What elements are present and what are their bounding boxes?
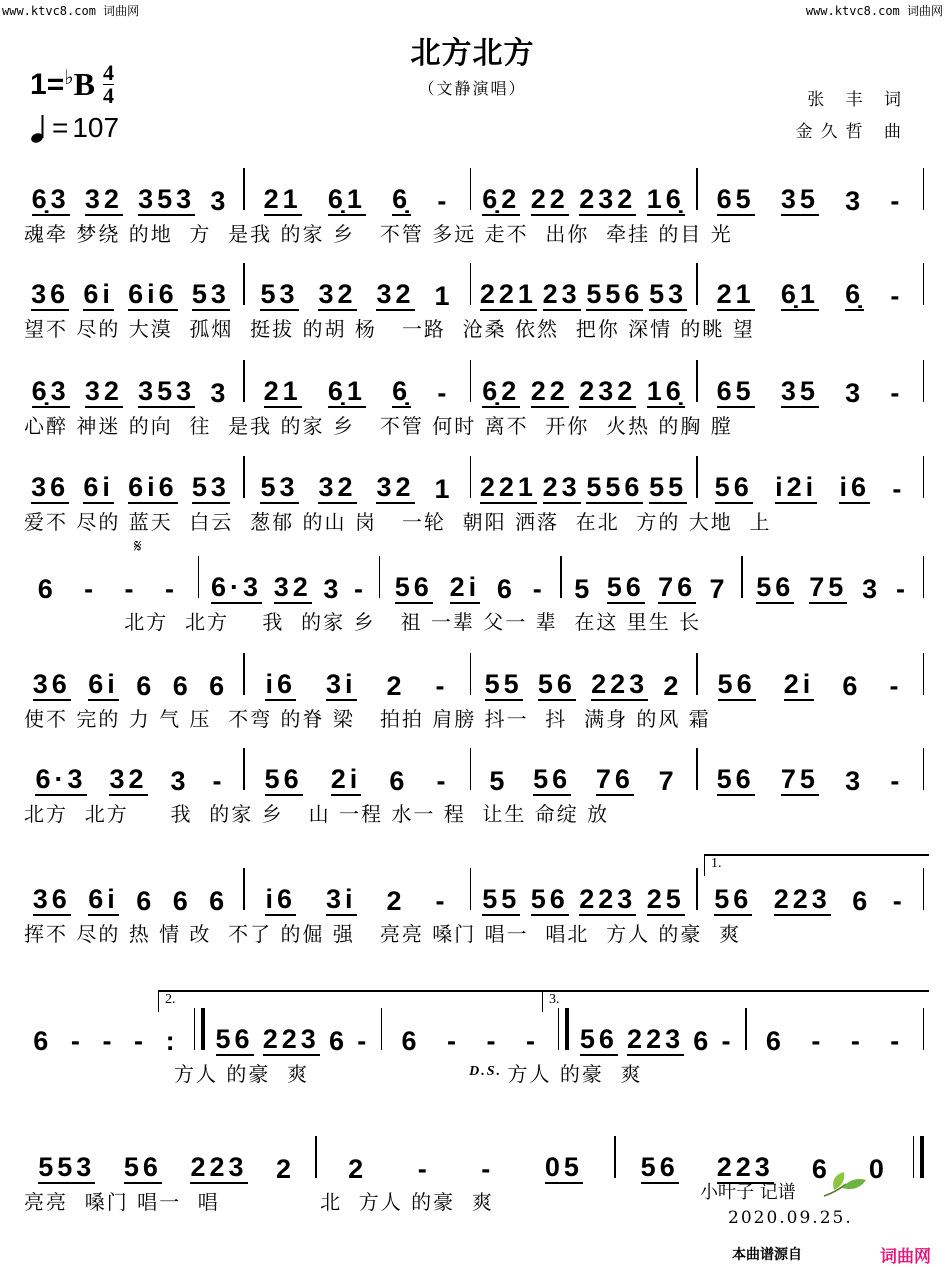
note-group: 7: [658, 766, 678, 796]
dash-extension: -: [124, 574, 138, 604]
dash-extension: -: [435, 886, 449, 916]
note-group: 56: [579, 1024, 618, 1054]
note-group: 3: [210, 186, 230, 216]
note-group: 6̣: [392, 184, 412, 214]
measure: [245, 764, 470, 796]
note-group: 1: [434, 474, 454, 504]
measure: [245, 669, 470, 701]
note-group: 223: [627, 1024, 685, 1054]
notation-row: [18, 448, 924, 536]
note-group: 55: [649, 472, 688, 502]
note-group: 55: [484, 669, 523, 699]
quarter-note-icon: [30, 113, 48, 143]
key-note: B: [73, 66, 95, 102]
note-group: :: [165, 1026, 179, 1056]
bar-line: [923, 456, 925, 498]
dash-extension: -: [134, 1026, 147, 1056]
bar-line: [923, 263, 925, 305]
tempo-equals: =: [52, 112, 69, 143]
note-group: 3: [845, 766, 865, 796]
dash-extension: -: [437, 186, 451, 216]
lyrics-line: 北方 北方 我 的家 乡 祖 一辈 父一 辈 在这 里生 长: [24, 609, 702, 634]
measure: [245, 279, 470, 311]
bar-line: [923, 1008, 925, 1050]
dash-extension: -: [890, 378, 904, 408]
singer-credit: （文静演唱）: [418, 79, 527, 98]
note-group: 5: [574, 574, 594, 604]
source-label: 本曲谱源自: [732, 1247, 802, 1263]
dash-extension: -: [437, 378, 451, 408]
credits: [796, 84, 909, 148]
note-group: 56: [533, 764, 572, 794]
note-group: 6̣3: [31, 376, 70, 406]
note-group: 32: [84, 376, 123, 406]
note-group: 65: [716, 184, 755, 214]
note-group: 6: [172, 886, 192, 916]
note-group: 56: [123, 1152, 162, 1182]
note-group: 53: [649, 279, 688, 309]
note-group: 56: [756, 572, 795, 602]
dash-extension: -: [890, 1026, 904, 1056]
bar-line: [923, 168, 925, 210]
note-group: 32: [273, 572, 312, 602]
notes-line: [18, 352, 924, 408]
lyrics-line: 使不 完的 力 气 压 不弯 的脊 梁 拍拍 肩膀 抖一 抖 满身 的风 霜: [24, 706, 711, 731]
note-group: 6: [209, 886, 229, 916]
note-group: 0: [868, 1154, 888, 1184]
bar-line: [923, 556, 925, 598]
note-group: 56: [717, 669, 756, 699]
note-group: 36: [32, 884, 71, 914]
time-sig-top: 4: [103, 60, 114, 85]
dash-extension: -: [84, 574, 98, 604]
note-group: 6: [136, 886, 156, 916]
note-group: 2: [348, 1154, 368, 1184]
note-group: 56: [264, 764, 303, 794]
note-group: i2i: [775, 472, 818, 502]
note-group: 221: [479, 472, 537, 502]
note-group: 3: [323, 574, 343, 604]
time-sig-bottom: 4: [103, 83, 114, 108]
note-group: 6̣1: [327, 376, 366, 406]
lyrics-line: [18, 1056, 924, 1088]
note-group: 6: [209, 671, 229, 701]
note-group: 6̣3: [31, 184, 70, 214]
lyrics-line: 挥不 尽的 热 情 改 不了 的倔 强 亮亮 嗓门 唱一 唱北 方人 的豪 爽: [24, 921, 742, 946]
measure: [18, 574, 198, 604]
note-group: 23: [542, 472, 581, 502]
dash-extension: -: [890, 281, 904, 311]
bar-line: [923, 653, 925, 695]
note-group: 05: [544, 1152, 583, 1182]
note-group: 56: [714, 472, 753, 502]
notation-row: [18, 740, 924, 828]
note-group: 6: [765, 1026, 785, 1056]
note-group: 6·3: [35, 764, 87, 794]
note-group: 32: [376, 472, 415, 502]
note-group: 2: [276, 1154, 296, 1184]
note-group: 2: [663, 671, 683, 701]
dash-extension: -: [435, 671, 449, 701]
note-group: 21: [263, 184, 302, 214]
note-group: 55: [482, 884, 521, 914]
notation-row: [18, 255, 924, 343]
note-group: 1: [434, 281, 454, 311]
note-group: 56: [606, 572, 645, 602]
dash-extension: -: [357, 1026, 371, 1056]
measure: [18, 1026, 194, 1056]
note-group: 3i: [325, 884, 357, 914]
note-group: 36: [32, 669, 71, 699]
note-group: 56: [215, 1024, 254, 1054]
note-group: 6̣1: [780, 279, 819, 309]
note-group: 3: [210, 378, 230, 408]
transcriber-credit: 小叶子 记谱: [700, 1182, 796, 1203]
note-group: 3: [845, 378, 865, 408]
lyrics-ending-2: 方人 的豪 爽: [174, 1061, 310, 1086]
volta-ending-3: 3.: [542, 990, 929, 1012]
note-group: 3: [845, 186, 865, 216]
notes-line: [18, 1128, 924, 1184]
final-bar-line: [913, 1136, 924, 1178]
note-group: 6: [852, 886, 872, 916]
note-group: 16̣: [646, 376, 685, 406]
measure: [245, 884, 470, 916]
measure: [698, 184, 923, 216]
measure: [199, 572, 379, 604]
note-group: 53: [260, 279, 299, 309]
note-group: 6i: [83, 279, 114, 309]
note-group: 6̣1: [327, 184, 366, 214]
note-group: 35: [780, 184, 819, 214]
key-equals: =: [46, 67, 65, 101]
measure: [471, 184, 696, 216]
flat-icon: ♭: [64, 67, 74, 89]
measure: [245, 184, 470, 216]
note-group: 75: [780, 764, 819, 794]
note-group: 2: [386, 886, 406, 916]
dash-extension: -: [525, 1026, 539, 1056]
lyrics-line: 心醉 神迷 的向 往 是我 的家 乡 不管 何时 离不 开你 火热 的胸 膛: [24, 413, 733, 438]
measure: [18, 279, 243, 311]
notes-line: [18, 645, 924, 701]
transcription-date: 2020.09.25.: [728, 1208, 853, 1228]
measure: [18, 472, 243, 504]
note-group: 6̣2: [482, 184, 521, 214]
note-group: 556: [586, 279, 644, 309]
note-group: 16̣: [646, 184, 685, 214]
note-group: 6·3: [211, 572, 263, 602]
note-group: 223: [579, 884, 637, 914]
key-tonic: 1: [30, 67, 47, 101]
bar-line: [558, 1008, 569, 1050]
measure: [471, 279, 696, 311]
note-group: 32: [84, 184, 123, 214]
note-group: 6i: [88, 884, 119, 914]
note-group: 223: [773, 884, 831, 914]
note-group: 65: [716, 376, 755, 406]
tempo-bpm: 107: [72, 112, 120, 143]
note-group: 32: [109, 764, 148, 794]
lyrics-line: 亮亮 嗓门 唱一 唱 北 方人 的豪 爽: [24, 1189, 494, 1214]
lyrics-line: 望不 尽的 大漠 孤烟 挺拔 的胡 杨 一路 沧桑 依然 把你 深情 的眺 望: [24, 316, 755, 341]
note-group: 2i: [783, 669, 815, 699]
note-group: 5: [489, 766, 509, 796]
note-group: 6i: [88, 669, 119, 699]
note-group: i6: [839, 472, 870, 502]
note-group: 6: [37, 574, 57, 604]
note-group: 53: [260, 472, 299, 502]
key-signature: [30, 62, 114, 107]
notation-row: [18, 352, 924, 440]
leaf-icon: [822, 1170, 868, 1200]
notes-line: [18, 255, 924, 311]
note-group: 76: [658, 572, 697, 602]
note-group: 6: [401, 1026, 421, 1056]
note-group: 6: [496, 574, 516, 604]
composer: 金久哲 曲: [795, 122, 909, 142]
measure: [18, 1152, 315, 1184]
note-group: 6i6: [128, 279, 178, 309]
dash-extension: -: [212, 766, 226, 796]
note-group: 56: [530, 884, 569, 914]
note-group: 36: [31, 279, 70, 309]
source-brand: 词曲网: [880, 1247, 931, 1267]
dash-extension: -: [354, 574, 368, 604]
dash-extension: -: [850, 1026, 864, 1056]
measure: [698, 472, 923, 504]
measure: [245, 472, 470, 504]
note-group: 6: [172, 671, 192, 701]
note-group: 3: [170, 766, 190, 796]
notation-row: [18, 856, 924, 948]
watermark-left: www.ktvc8.com 词曲网: [2, 4, 140, 18]
notation-row: [18, 645, 924, 733]
note-group: 353: [138, 376, 196, 406]
lyrics-line: 魂牵 梦绕 的地 方 是我 的家 乡 不管 多远 走不 出你 牵挂 的目 光: [24, 221, 733, 246]
time-signature: [103, 62, 114, 107]
dash-extension: -: [890, 186, 904, 216]
bar-line: [923, 360, 925, 402]
note-group: 6̣2: [482, 376, 521, 406]
note-group: 76: [595, 764, 634, 794]
measure: [698, 764, 923, 796]
note-group: 21: [263, 376, 302, 406]
measure: [698, 669, 923, 701]
note-group: 53: [191, 472, 230, 502]
measure: [205, 1024, 381, 1056]
note-group: 6: [33, 1026, 53, 1056]
note-group: 22: [530, 376, 569, 406]
note-group: 223: [262, 1024, 320, 1054]
note-group: 25: [646, 884, 685, 914]
note-group: 221: [479, 279, 537, 309]
note-group: 56: [537, 669, 576, 699]
note-group: 232: [579, 376, 637, 406]
note-group: 553: [38, 1152, 96, 1182]
tempo-marking: [30, 112, 119, 144]
note-group: 232: [579, 184, 637, 214]
note-group: 36: [31, 472, 70, 502]
volta-ending-2: 2.: [158, 990, 543, 1012]
dash-extension: -: [532, 574, 546, 604]
measure: [698, 279, 923, 311]
measure: [698, 376, 923, 408]
note-group: 56: [394, 572, 433, 602]
note-group: 223: [716, 1152, 774, 1182]
measure: [471, 669, 696, 701]
bar-line: [194, 1008, 205, 1050]
notation-row: [18, 992, 924, 1088]
notes-line: [18, 448, 924, 504]
note-group: 6: [693, 1026, 713, 1056]
note-group: 6: [136, 671, 156, 701]
measure: [471, 764, 696, 796]
measure: [317, 1152, 614, 1184]
note-group: 223: [190, 1152, 248, 1182]
note-group: 3: [862, 574, 882, 604]
note-group: 22: [530, 184, 569, 214]
dash-extension: -: [481, 1154, 495, 1184]
measure: [562, 572, 742, 604]
dash-extension: -: [721, 1026, 735, 1056]
dash-extension: -: [447, 1026, 461, 1056]
lyrics-ending-3: 方人 的豪 爽: [507, 1061, 643, 1086]
dash-extension: -: [892, 886, 906, 916]
dash-extension: -: [896, 574, 910, 604]
measure: [698, 884, 923, 916]
note-group: 223: [591, 669, 649, 699]
note-group: 53: [191, 279, 230, 309]
measure: [18, 764, 243, 796]
dash-extension: -: [70, 1026, 84, 1056]
note-group: 7: [709, 574, 729, 604]
measure: [245, 376, 470, 408]
dal-segno-marking: D.S.: [469, 1064, 508, 1079]
song-title: 北方北方: [410, 36, 535, 71]
dash-extension: -: [889, 671, 903, 701]
note-group: 32: [376, 279, 415, 309]
note-group: 3i: [325, 669, 357, 699]
note-group: 2i: [449, 572, 481, 602]
measure: [471, 376, 696, 408]
note-group: 353: [138, 184, 196, 214]
note-group: 6: [389, 766, 409, 796]
note-group: 56: [640, 1152, 679, 1182]
note-group: 23: [542, 279, 581, 309]
measure: [569, 1024, 745, 1056]
note-group: 6: [842, 671, 862, 701]
volta-ending-1: 1.: [704, 854, 929, 876]
segno-icon: 𝄋: [134, 536, 142, 557]
note-group: 56: [714, 884, 753, 914]
measure: [18, 184, 243, 216]
lyrics-line: 爱不 尽的 蓝天 白云 葱郁 的山 岗 一轮 朝阳 洒落 在北 方的 大地 上: [24, 509, 772, 534]
note-group: 6i6: [128, 472, 178, 502]
dash-extension: -: [890, 766, 904, 796]
note-group: 6: [811, 1154, 831, 1184]
bar-line: [923, 748, 925, 790]
note-group: 21: [716, 279, 755, 309]
note-group: 35: [780, 376, 819, 406]
notation-row: [18, 160, 924, 248]
dash-extension: -: [164, 574, 178, 604]
measure: [382, 1026, 558, 1056]
note-group: 2i: [330, 764, 362, 794]
measure: [18, 669, 243, 701]
measure: [18, 376, 243, 408]
dash-extension: -: [417, 1154, 431, 1184]
measure: [471, 884, 696, 916]
note-group: 75: [809, 572, 848, 602]
note-group: 6i: [83, 472, 114, 502]
dash-extension: -: [486, 1026, 500, 1056]
note-group: 556: [586, 472, 644, 502]
watermark-right: www.ktvc8.com 词曲网: [805, 4, 943, 18]
note-group: 56: [716, 764, 755, 794]
note-group: i6: [265, 669, 297, 699]
note-group: 32: [318, 279, 357, 309]
note-group: 6: [328, 1026, 349, 1056]
notes-line: [18, 740, 924, 796]
dash-extension: -: [436, 766, 450, 796]
note-group: 6̣: [845, 279, 865, 309]
dash-extension: -: [102, 1026, 116, 1056]
measure: [743, 572, 923, 604]
note-group: 32: [318, 472, 357, 502]
notes-line: [18, 548, 924, 604]
measure: [380, 572, 560, 604]
note-group: 2: [386, 671, 406, 701]
measure: [471, 472, 696, 504]
lyricist: 张 丰 词: [807, 90, 909, 110]
notes-line: [18, 160, 924, 216]
note-group: 6̣: [392, 376, 412, 406]
measure: [18, 884, 243, 916]
notation-row: [18, 536, 924, 636]
lyrics-line: 北方 北方 我 的家 乡 山 一程 水一 程 让生 命绽 放: [24, 801, 610, 826]
dash-extension: -: [811, 1026, 825, 1056]
note-group: i6: [265, 884, 297, 914]
measure: [747, 1026, 923, 1056]
dash-extension: -: [892, 474, 906, 504]
